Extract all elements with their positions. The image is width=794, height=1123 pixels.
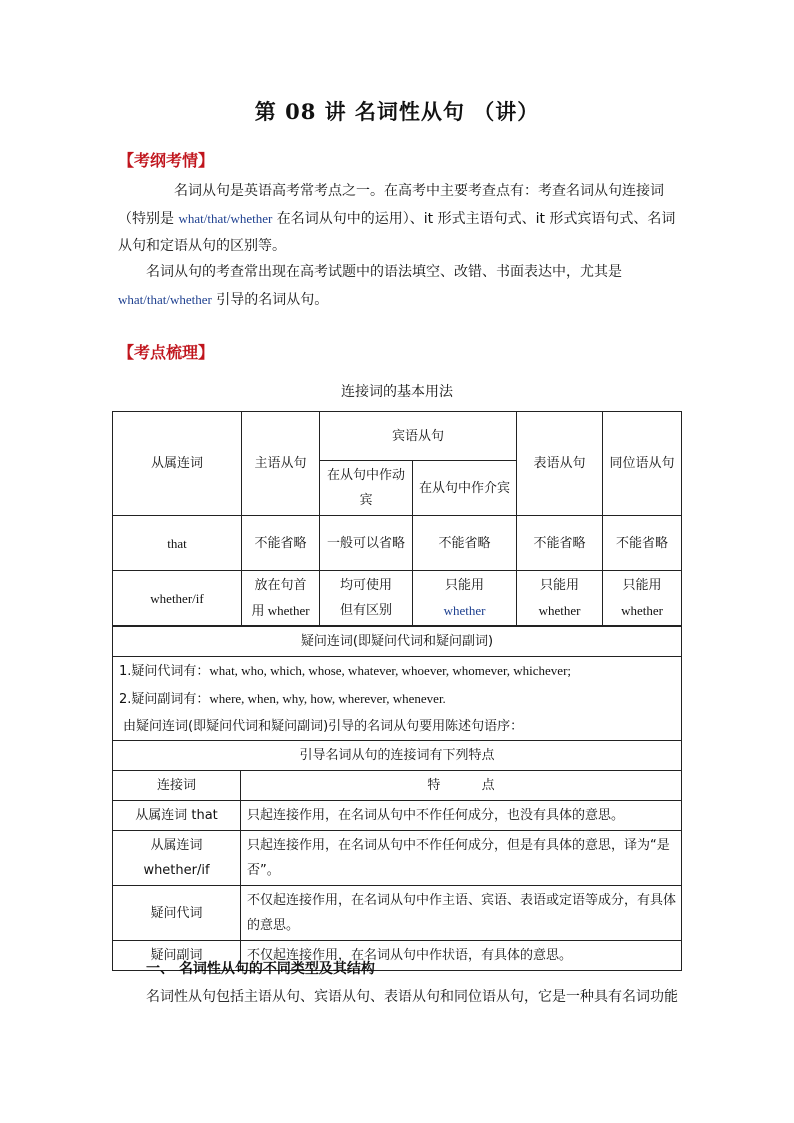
feature-name: 疑问代词 (113, 886, 241, 941)
features-heading: 引导名词从句的连接词有下列特点 (113, 741, 682, 771)
section-heading-exam-outline: 【考纲考情】 (118, 151, 215, 170)
header-conjunction-word: 连接词 (113, 771, 241, 801)
cell-that: that (113, 516, 242, 571)
feature-name: 疑问副词 (113, 941, 241, 971)
intro-p1-part-b: 在名词从句中的运用）、it 形式主语句式、it 形式宾语句式、名词从句和定语从句的区别等。 (118, 211, 676, 254)
conjunction-features-table (112, 626, 682, 971)
cell-whether-object-prep (413, 571, 517, 626)
cell-that-predicative: 不能省略 (517, 516, 603, 571)
cell-text: whether (443, 603, 486, 618)
word-order-note: 由疑问连词(即疑问代词和疑问副词)引导的名词从句要用陈述句语序： (123, 719, 524, 734)
pronoun-words: what, who, which, whose, whatever, whoever, whomever, whichever; (209, 663, 572, 678)
cell-whether-subject (242, 571, 320, 626)
header-features: 特 点 (241, 771, 682, 801)
feature-name: 从属连词 whether/if (113, 831, 241, 886)
intro-p2-part-a: 名词从句的考查常出现在高考试题中的语法填空、改错、书面表达中，尤其是 (146, 264, 622, 280)
cell-text: 但有区别 (339, 603, 392, 618)
feature-desc: 只起连接作用，在名词从句中不作任何成分，但是有具体的意思，译为“是否”。 (241, 831, 682, 886)
cell-text: 用 whether (251, 603, 310, 618)
body-paragraph: 名词性从句包括主语从句、宾语从句、表语从句和同位语从句，它是一种具有名词功能 (146, 989, 678, 1005)
adverb-words: where, when, why, how, wherever, whenever. (209, 691, 446, 706)
cell-that-object-verb: 一般可以省略 (320, 516, 413, 571)
table-row (113, 801, 682, 831)
cell-text: whether (621, 603, 663, 618)
feature-desc: 只起连接作用，在名词从句中不作任何成分，也没有具体的意思。 (241, 801, 682, 831)
page-title: 第 08 讲 名词性从句 （讲） (254, 99, 540, 124)
header-appositive-clause: 同位语从句 (603, 412, 682, 516)
conjunction-usage-table (112, 411, 682, 626)
header-conjunction: 从属连词 (113, 412, 242, 516)
section-heading-key-points: 【考点梳理】 (118, 343, 215, 362)
pronoun-line (119, 657, 677, 685)
intro-paragraph-2 (118, 259, 678, 314)
cell-that-subject: 不能省略 (242, 516, 320, 571)
adverb-line (119, 685, 677, 713)
table-row (113, 831, 682, 886)
cell-whether-predicative (517, 571, 603, 626)
header-predicative-clause: 表语从句 (517, 412, 603, 516)
cell-that-object-prep: 不能省略 (413, 516, 517, 571)
table-row (113, 886, 682, 941)
interrogative-heading: 疑问连词(即疑问代词和疑问副词) (113, 627, 682, 657)
intro-p1-keywords: what/that/whether (178, 211, 273, 226)
intro-p2-keywords: what/that/whether (118, 292, 212, 307)
intro-paragraph-1 (118, 178, 678, 260)
cell-text: 只能用 (540, 578, 580, 593)
feature-name (113, 801, 241, 831)
subsection-heading: 一、 名词性从句的不同类型及其结构 (146, 961, 375, 977)
cell-text: 放在句首 (254, 578, 307, 593)
feature-desc: 不仅起连接作用，在名词从句中作状语，有具体的意思。 (241, 941, 682, 971)
header-object-prep: 在从句中作介宾 (413, 461, 517, 516)
adverb-label: 2.疑问副词有： (119, 692, 210, 707)
feature-name-text: 从属连词 that (135, 808, 218, 823)
header-object-verb: 在从句中作动宾 (320, 461, 413, 516)
cell-text: 只能用 (622, 578, 662, 593)
table-row (113, 571, 682, 626)
cell-whether-appositive (603, 571, 682, 626)
header-object-clause: 宾语从句 (320, 412, 517, 461)
cell-text: whether (538, 603, 581, 618)
intro-p2-part-b: 引导的名词从句。 (211, 292, 329, 308)
cell-text: 只能用 (445, 578, 485, 593)
table-row (113, 516, 682, 571)
cell-text: 均可使用 (339, 578, 392, 593)
interrogative-list (113, 657, 682, 741)
cell-whether-object-verb (320, 571, 413, 626)
cell-that-appositive: 不能省略 (603, 516, 682, 571)
intro-p1-part-a: 名词从句是英语高考常考点之一。在高考中主要考查点有：考查名词从句连接词（特别是 (118, 183, 664, 227)
cell-whether-if: whether/if (113, 571, 242, 626)
table-caption: 连接词的基本用法 (341, 384, 453, 400)
pronoun-label: 1.疑问代词有： (119, 664, 210, 679)
feature-desc: 不仅起连接作用，在名词从句中作主语、宾语、表语或定语等成分，有具体的意思。 (241, 886, 682, 941)
header-subject-clause: 主语从句 (242, 412, 320, 516)
